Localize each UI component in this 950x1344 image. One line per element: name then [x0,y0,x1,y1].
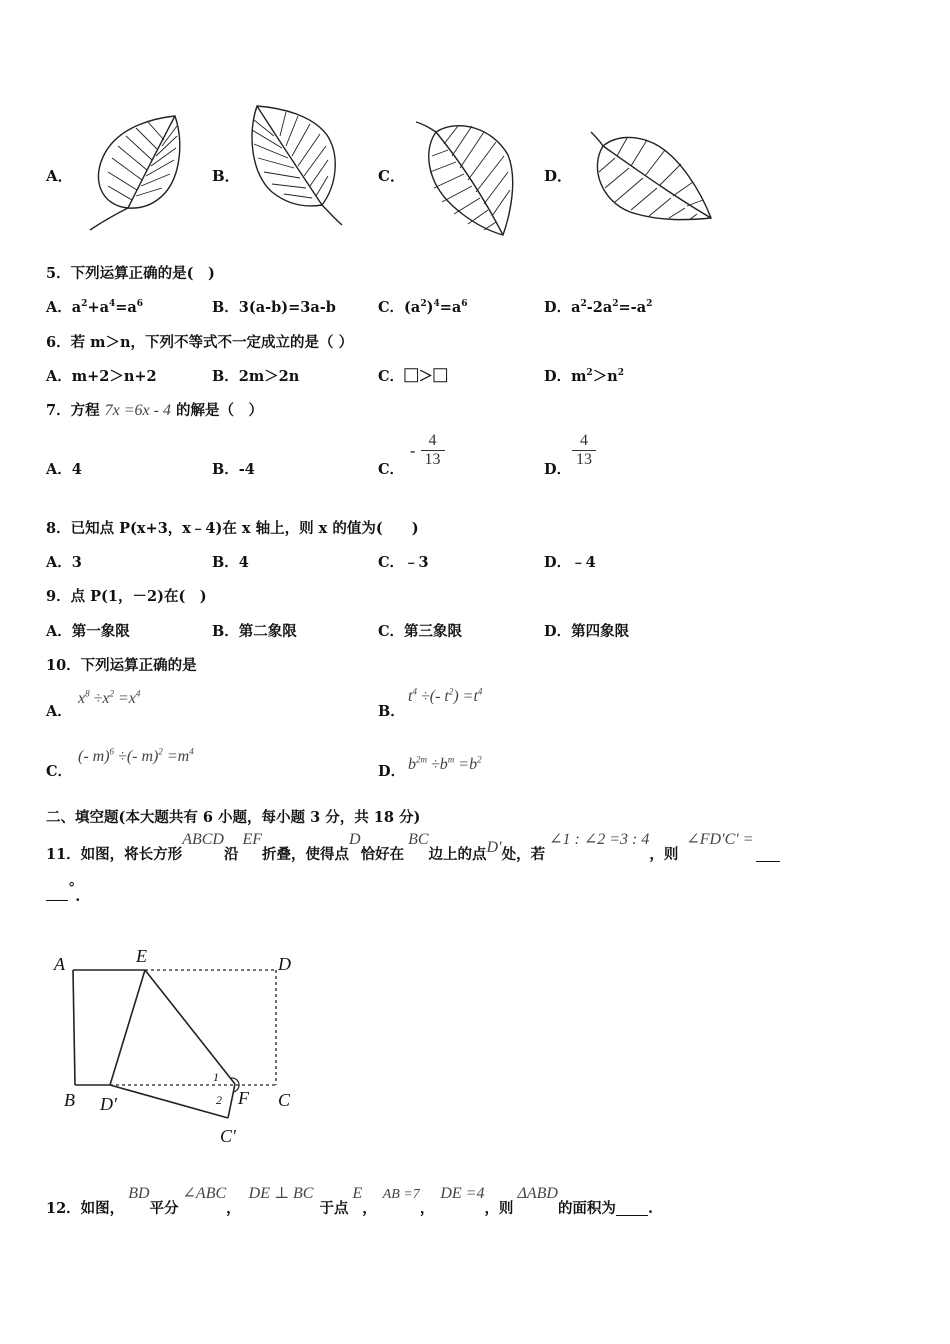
q5-option-a-expr: $a^2+a^4=a^6$ [71,299,144,316]
q12-text-2: 平分 [149,1200,179,1217]
q8-option-b: B．4 [212,554,249,571]
q7-stem-suffix: 的解是（ ） [176,402,264,419]
q11-answer-blank-cont[interactable] [46,900,68,901]
q11-text-5: 边上的点 [428,846,487,863]
figure-angle-1: 1 [213,1070,219,1084]
q10-option-a-label: A． [46,703,72,720]
q5-option-d [544,296,652,317]
q11-text-7: ，则 [649,846,679,863]
q6-option-c: C．⃞＞⃞ [378,368,448,385]
q12-text-4: 于点 [319,1200,349,1217]
figure-angle-2: 2 [216,1093,222,1107]
figure-label-f: F [238,1088,249,1108]
q5-option-b: B．3(a-b)=3a-b [212,299,336,316]
q12-answer-blank[interactable] [616,1215,648,1216]
q11-math-bc: BC [408,831,429,848]
q12-math-bd: BD [128,1185,150,1202]
segment-ab [73,970,75,1085]
q6-option-d: D．$m^2>n^2$ [544,368,624,385]
q11-math-d: D [349,831,361,848]
q7-equation: 7x =6x - 4 [104,402,171,419]
q10-option-c-expr: (- m)$^6$ ÷(- $m)^2 =m^4$ [78,746,194,765]
figure-label-a: A [54,954,65,974]
leaf-b-image [242,100,352,235]
q7-option-c-denominator: 13 [421,450,445,469]
leaf-d-image [585,122,720,232]
q5-option-a [46,296,143,317]
segment-cprime-f [228,1084,235,1118]
q11-text-3: 折叠，使得点 [262,846,350,863]
leaf-option-d-label: D． [544,167,573,185]
q11-text-4: 恰好在 [360,846,405,863]
q7-option-c-numerator: 4 [428,432,437,449]
q9-option-c: C．第三象限 [378,623,463,640]
q11-folding-figure [40,940,320,1155]
q7-option-c-label: C． [378,461,405,478]
q9-option-b: B．第二象限 [212,623,297,640]
q9-stem: 9．点 P(1，－2)在( ) [46,588,207,605]
q7-option-d-label: D． [544,461,572,478]
q11-math-ef: EF [242,831,263,848]
q10-option-b-expr: $t^4$ ÷(- $t^2) =t^4$ [408,686,483,705]
q7-option-d-fraction [572,432,596,469]
q12-math-triangle: ΔABD [517,1185,558,1202]
q5-option-d-label: D． [544,299,572,316]
segment-edprime [110,970,145,1085]
q10-option-c-label: C． [46,763,73,780]
q11-answer-continuation [46,881,81,905]
q11-degree: ° [68,881,76,897]
q9-option-a: A．第一象限 [46,623,130,640]
q12-math-e: E [352,1185,363,1202]
q7-option-a: A．4 [46,461,82,478]
q7-option-b: B．-4 [212,461,255,478]
q12-math-ab: AB =7 [382,1187,420,1202]
q7-option-c-sign: - [410,441,416,460]
segment-dprime-cprime [110,1085,228,1118]
q5-option-d-expr: $a^2-2a^2=-a^2$ [571,299,653,316]
q7-option-d-numerator: 4 [580,432,588,449]
q11-math-abcd: ABCD [182,831,224,848]
q8-option-d: D．﹣4 [544,554,596,571]
q8-option-a: A．3 [46,554,82,571]
q12-text-3: ， [226,1200,241,1217]
q11-text-6: 处，若 [501,846,546,863]
figure-label-c: C [278,1090,291,1110]
q12-text-8: 的面积为 [557,1200,616,1217]
leaf-option-b-label: B． [212,167,240,185]
leaf-c-image [408,110,518,240]
q5-option-c-label: C． [378,299,405,316]
q12-text-7: ，则 [484,1200,514,1217]
q9-option-d: D．第四象限 [544,623,630,640]
q8-option-c: C．﹣3 [378,554,429,571]
q10-option-b-label: B． [378,703,405,720]
q7-option-c-fraction [410,432,445,469]
q11-text-1: 11．如图，将长方形 [46,846,183,863]
q11-math-dprime: D′ [486,839,502,856]
leaf-a-image [80,108,190,238]
q12-stem [46,1182,653,1217]
q12-text-5: ， [362,1200,377,1217]
q5-option-c-expr: $(a^2)^4=a^6$ [404,299,468,316]
q11-text-2: 沿 [223,846,239,863]
q10-stem: 10．下列运算正确的是 [46,657,197,674]
q7-stem-prefix: 7．方程 [46,402,100,419]
figure-label-cprime: C′ [220,1126,236,1146]
q12-period: . [647,1200,653,1217]
q5-option-c [378,296,468,317]
figure-label-b: B [64,1090,75,1110]
q11-math-angle: ∠FD′C′ = [686,831,754,848]
figure-label-e: E [136,946,147,966]
leaf-option-a-label: A． [46,167,73,185]
q7-option-d-denominator: 13 [572,450,596,469]
q11-answer-blank[interactable] [756,861,780,862]
q12-math-abc: ∠ABC [182,1185,227,1202]
q6-option-a: A．m+2＞n+2 [46,368,157,385]
q12-text-1: 12．如图， [46,1200,125,1217]
section-2-heading: 二、填空题(本大题共有 6 小题，每小题 3 分，共 18 分) [46,809,421,826]
q12-text-6: ， [419,1200,435,1217]
q5-stem: 5．下列运算正确的是( ) [46,265,215,282]
q8-stem: 8．已知点 P(x+3，x﹣4)在 x 轴上，则 x 的值为( ) [46,520,419,537]
q11-period: . [75,888,81,905]
q6-stem: 6．若 m＞n，下列不等式不一定成立的是（ ） [46,334,354,351]
q10-option-d-label: D． [378,763,406,780]
q7-stem [46,399,263,420]
q5-option-a-label: A． [46,299,72,316]
figure-label-dprime: D′ [100,1094,117,1114]
q10-option-d-expr: $b^{2m} \div b^m =b^2$ [408,754,482,773]
q10-option-a-expr: $x^8 \div x^2 =x^4$ [78,688,141,707]
q12-math-perp: DE ⊥ BC [248,1185,314,1202]
q11-stem [46,828,780,863]
segment-ef [145,970,235,1084]
q11-math-ratio: ∠1 : ∠2 =3 : 4 [549,831,650,848]
figure-label-d: D [278,954,291,974]
leaf-option-c-label: C． [378,167,405,185]
q6-option-b: B．2m＞2n [212,368,300,385]
q12-math-de: DE =4 [440,1185,485,1202]
